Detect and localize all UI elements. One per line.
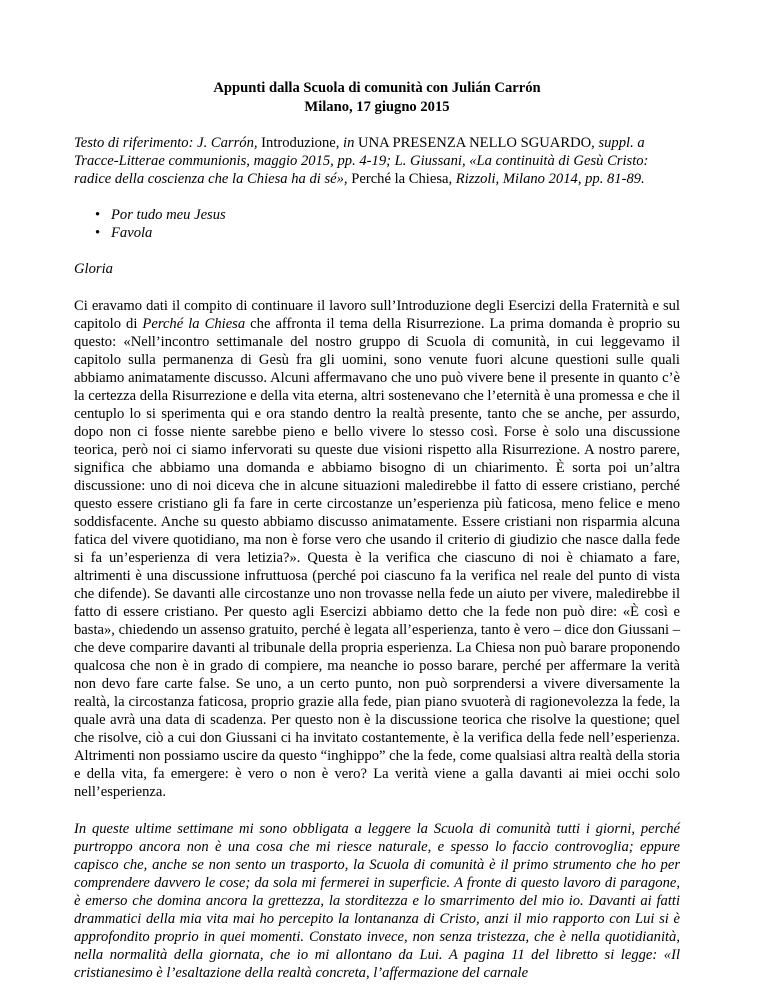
document-title: Appunti dalla Scuola di comunità con Julián Carrón <box>213 80 541 96</box>
bullet-icon: • <box>95 207 101 223</box>
list-item <box>95 224 680 242</box>
paragraph-part: che affronta il tema della Risurrezione. La prima domanda è proprio su questo: «Nell’incontro settimanale del nostro gruppo di Scuola di comunità, in cui leggevamo il capitolo sulla permanenza di Gesù fra gli uomini, sono venute fuori alcune questioni sulle quali abbiamo animatamente discusso. Alcuni affermavano che uno può vivere bene il presente in quanto c’è la certezza della Risurrezione e della vita eterna, altri sostenevano che l’eternità è una promessa e che il centuplo lo si sperimenta qui e ora stando dentro la realtà presente, tanto che se anche, per assurdo, dopo non ci fosse niente sarebbe pieno e bello vivere lo stesso così. Forse è solo una discussione teorica, però noi ci siamo infervorati su queste due visioni rispetto alla Risurrezione. A nostro parere, significa che abbiamo una domanda e abbiamo bisogno di un chiarimento. È sorta poi un’altra discussione: uno di noi diceva che in alcune situazioni maledirebbe il fatto di essere cristiano, perché questo essere cristiano gli fa fare in certe circostanze un’esperienza più faticosa, meno felice e meno soddisfacente. Anche su questo abbiamo discusso animatamente. Essere cristiani non risparmia alcuna fatica del vivere quotidiano, ma non è forse vero che usando il criterio di giudizio che nasce dalla fede si fa un’esperienza di vera letizia?». Questa è la verifica che ciascuno di noi è chiamato a fare, altrimenti è una discussione infruttuosa (perché poi ciascuno fa la verifica nel reale del punto di vista che difende). Se davanti alle circostanze uno non trovasse nella fede un aiuto per vivere, maledirebbe il fatto di essere cristiano. Per questo agli Esercizi abbiamo detto che la fede non può dire: «È così e basta», chiedendo un assenso gratuito, perché è legata all’esperienza, tanto è vero – dice don Giussani – che deve comparire davanti al tribunale della propria esperienza. La Chiesa non può barare proponendo qualcosa che non è in grado di compiere, ma neanche io posso barare, perché per affermare la verità non devo fare carte false. Se uno, a un certo punto, non può sorprendersi a vivere diversamente la realtà, la circostanza faticosa, proprio grazie alla fede, pian piano svuoterà di ragionevolezza la fede, la quale avrà una data di scadenza. Per questo non è la discussione teorica che risolve la questione; quel che risolve, ciò a cui don Giussani ci ha invitato costantemente, è la verifica della fede nell’esperienza. Altrimenti non possiamo uscire da questo “inghippo” che la fede, come qualsiasi altra realtà della storia e della vita, fa emergere: è vero o non è vero? La verità viene a galla davanti ai miei occhi solo nell’esperienza. <box>74 316 681 800</box>
bullet-icon: • <box>95 225 101 241</box>
testimony-paragraph: In queste ultime settimane mi sono obbligata a leggere la Scuola di comunità tutti i giorni, perché purtroppo ancora non è una cosa che mi riesce naturale, e spesso lo faccio controvoglia; eppure capisco che, anche se non sento un trasporto, la Scuola di comunità è il primo strumento che ho per comprendere davvero le cose; da sola mi fermerei in superficie. A fronte di questo lavoro di paragone, è emerso che domina ancora la grettezza, la storditezza e lo smarrimento del mio io. Davanti ai fatti drammatici della mia vita mai ho percepito la lontananza di Cristo, anzi il mio rapporto con Lui si è approfondito proprio in quei momenti. Constato invece, non senza tristezza, che è nella quotidianità, nella normalità della giornata, che io mi allontano da Lui. A pagina 11 del libretto si legge: «Il cristianesimo è l’esaltazione della realtà concreta, l’affermazione del carnale <box>74 821 680 981</box>
document-header <box>74 79 680 116</box>
song-title: Favola <box>111 225 153 241</box>
gloria-label: Gloria <box>74 261 113 277</box>
reference-part: Perché la Chiesa <box>351 171 449 187</box>
reference-part: Testo di riferimento: J. Carrón, <box>74 135 262 151</box>
paragraph-part: Perché la Chiesa <box>142 316 246 332</box>
reference-part: UNA PRESENZA NELLO SGUARDO <box>358 135 592 151</box>
reference-part: , in <box>335 135 359 151</box>
reference-part: , Rizzoli, Milano 2014, pp. 81-89. <box>448 171 645 187</box>
reference-text <box>74 134 680 188</box>
body-paragraph <box>74 297 680 801</box>
reference-part: Introduzione <box>261 135 336 151</box>
paragraph-part: Ci eravamo dati il compito di continuare il lavoro sull’Introduzione degli Esercizi della Fraternità e sul capitolo di <box>74 298 680 332</box>
songs-list <box>74 206 680 242</box>
list-item <box>95 206 680 224</box>
document-subtitle: Milano, 17 giugno 2015 <box>304 98 450 115</box>
song-title: Por tudo meu Jesus <box>111 207 226 223</box>
reference-part: , suppl. a Tracce-Litterae communionis, maggio 2015, pp. 4-19; L. Giussani, «La continuità di Gesù Cristo: radice della coscienza che la Chiesa ha di sé», <box>74 135 649 187</box>
